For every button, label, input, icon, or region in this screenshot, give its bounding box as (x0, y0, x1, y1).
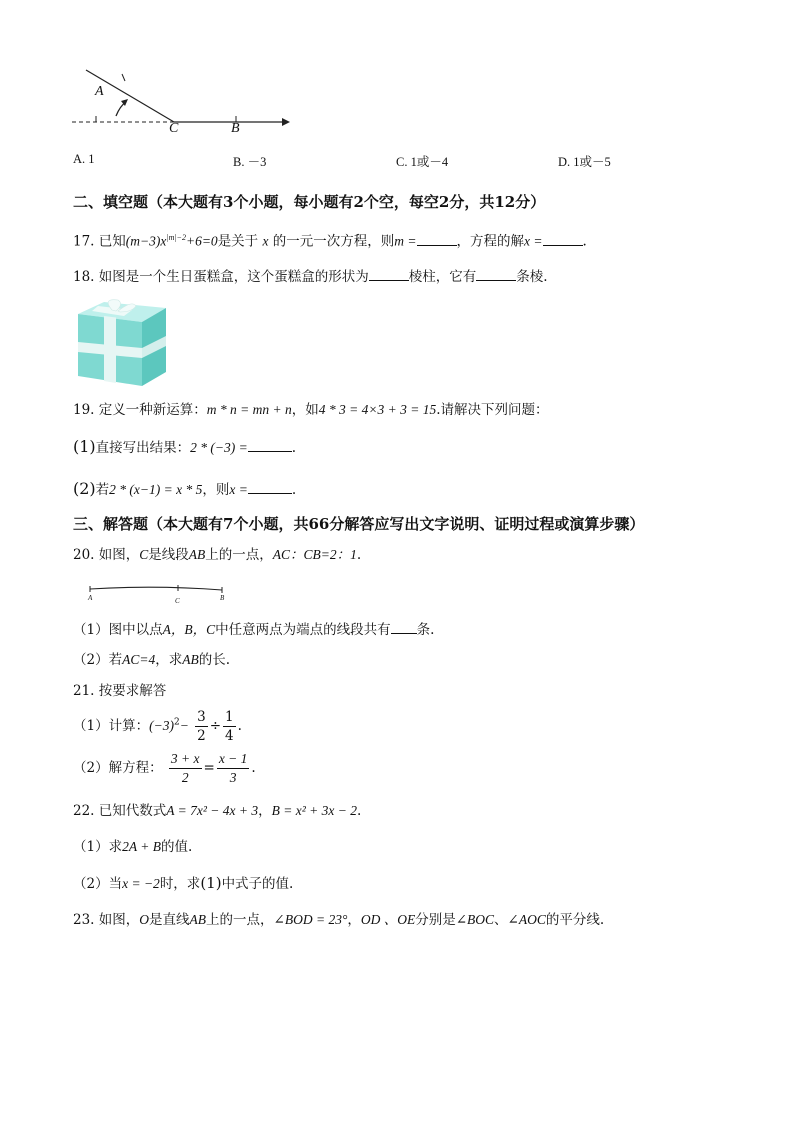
q20-1-text-3: 条 (416, 622, 431, 638)
question-21-part-2 (73, 750, 256, 787)
q17-expr: (m−3)x (125, 233, 167, 249)
q21-1-fraction-2 (223, 708, 236, 745)
q20-1-text-2: 中任意两点为端点的线段共有 (215, 622, 391, 638)
q22-2-text-2: 时，求 (159, 876, 201, 892)
q21-1-den-1: 2 (197, 728, 206, 744)
q21-2-index: （2） (73, 760, 109, 776)
q18-blank-edges[interactable] (476, 266, 516, 281)
segment-ab (90, 587, 222, 590)
q21-2-fraction-2 (217, 750, 250, 787)
q22-text: 已知代数式 (98, 803, 167, 819)
q23-angle-2: ∠AOC (507, 912, 546, 927)
gift-box-image (74, 296, 168, 388)
q21-1-fraction-1 (195, 708, 208, 745)
q20-1-index: （1） (73, 622, 109, 638)
question-22-part-1 (73, 838, 192, 856)
q17-number: 17. (73, 233, 95, 250)
question-21 (73, 682, 166, 700)
q22-number: 22. (73, 803, 95, 819)
q21-1-minus: − (179, 718, 189, 733)
q19-number: 19. (73, 402, 95, 418)
q18-text-3: 条棱 (516, 269, 544, 285)
q21-2-num-1: 3 + x (169, 750, 202, 769)
q20-segment-ab: AB (188, 547, 206, 562)
seg-label-c: C (175, 597, 180, 605)
q21-1-base: (−3) (149, 718, 174, 733)
q20-1-points: A，B，C (162, 622, 216, 637)
q22-2-text-3: 中式子的值. (221, 876, 294, 892)
q20-text-2: 是线段 (148, 547, 189, 563)
q21-2-den-2: 3 (229, 770, 237, 785)
q17-var: x (262, 233, 269, 249)
q17-end: . (582, 233, 587, 250)
q21-1-den-2: 4 (225, 728, 234, 744)
q20-number: 20. (73, 547, 95, 563)
q19-1-blank[interactable] (248, 437, 292, 452)
q22-1-index: （1） (73, 839, 109, 855)
q22-end: . (357, 803, 362, 819)
q21-1-index: （1） (73, 718, 109, 734)
q19-2-x-eq: x = (229, 482, 248, 497)
q21-2-den-1: 2 (181, 770, 189, 785)
q17-exponent: |m|−2 (166, 233, 186, 242)
q18-text-2: 棱柱，它有 (408, 269, 477, 285)
question-20-part-1 (73, 619, 434, 639)
arrowhead (282, 118, 290, 126)
segment-figure (86, 582, 231, 598)
q19-2-index: (2) (73, 479, 96, 498)
q19-definition: m * n = mn + n (206, 402, 292, 417)
section-3-title: 三、解答题（本大题有7个小题，共66分解答应写出文字说明、证明过程或演算步骤） (73, 515, 645, 533)
q19-text-1: 定义一种新运算： (98, 402, 207, 418)
q21-2-num-2: x − 1 (217, 750, 250, 769)
section-2-title: 二、填空题（本大题有3个小题，每小题有2个空，每空2分，共12分） (73, 193, 546, 211)
q20-point-c: C (139, 547, 149, 562)
q21-1-num-2: 1 (225, 709, 234, 725)
q23-text-2: 是直线 (149, 912, 190, 928)
q21-1-divide: ÷ (209, 718, 222, 734)
q20-end: . (356, 547, 362, 563)
q22-1-text-1: 求 (108, 839, 123, 855)
question-18 (73, 266, 548, 286)
option-b: B. －3 (233, 155, 267, 169)
q22-2-cond: x = −2 (122, 876, 160, 891)
option-c: C. 1或－4 (396, 155, 449, 169)
q21-1-end: . (237, 718, 242, 734)
q22-sep: ， (258, 803, 272, 819)
q20-text-1: 如图， (98, 547, 140, 563)
q17-text-1: 已知 (98, 233, 126, 250)
q19-text-3: .请解决下列问题： (436, 402, 549, 418)
seg-label-b: B (220, 594, 225, 602)
question-20 (73, 546, 361, 564)
question-22-part-2 (73, 874, 293, 893)
question-21-part-1 (73, 708, 242, 745)
q23-line-ab: AB (189, 912, 207, 927)
q23-text-6: 的平分线. (545, 912, 605, 928)
question-19-part-1 (73, 437, 296, 457)
q23-text-3: 上的一点， (206, 912, 274, 928)
q17-blank-m[interactable] (417, 231, 457, 246)
q17-x-eq: x = (524, 233, 543, 249)
question-19-part-2 (73, 479, 296, 499)
label-a: A (95, 84, 104, 99)
q20-1-end: . (430, 622, 435, 638)
question-20-part-2 (73, 651, 230, 669)
label-c: C (169, 121, 179, 136)
q23-point-o: O (139, 912, 150, 927)
q19-2-end: . (291, 482, 297, 498)
q21-text: 按要求解答 (98, 683, 167, 699)
question-19 (73, 401, 549, 419)
q23-sep: 、 (494, 912, 508, 928)
q19-2-text-1: 若 (95, 482, 110, 498)
q17-text-3: 的一元一次方程，则 (272, 233, 395, 250)
q23-text-1: 如图， (98, 912, 140, 928)
option-a: A. 1 (73, 152, 95, 166)
q21-1-num-1: 3 (197, 709, 206, 725)
q22-2-text-1: 当 (108, 876, 123, 892)
q20-2-text-1: 若 (108, 652, 123, 668)
q19-2-blank[interactable] (248, 479, 292, 494)
q20-2-index: （2） (73, 652, 109, 668)
q21-2-fraction-1 (169, 750, 202, 787)
q19-2-text-2: ，则 (202, 482, 230, 498)
q21-number: 21. (73, 683, 95, 699)
q20-2-text-2: ，求 (155, 652, 183, 668)
q21-2-equals: = (203, 760, 215, 776)
question-23 (73, 911, 604, 929)
q19-1-index: (1) (73, 437, 96, 456)
q22-2-ref: (1) (200, 874, 222, 892)
q17-expr-2: +6=0 (185, 233, 218, 249)
q20-text-3: 上的一点， (205, 547, 273, 563)
q17-blank-x[interactable] (543, 231, 583, 246)
option-d: D. 1或－5 (558, 155, 611, 169)
q23-text-5: 分别是 (415, 912, 456, 928)
q19-1-end: . (291, 440, 297, 456)
q17-text-4: ，方程的解 (456, 233, 525, 250)
q22-1-expr: 2A + B (122, 839, 161, 854)
q21-1-text: 计算： (108, 718, 150, 734)
q19-text-2: ，如 (291, 402, 319, 418)
q22-2-index: （2） (73, 876, 109, 892)
q19-1-expr: 2 * (−3) = (190, 440, 248, 455)
q22-expr-b: B = x² + 3x − 2 (271, 803, 358, 818)
q20-2-text-3: 的长. (198, 652, 231, 668)
q20-1-text-1: 图中以点 (108, 622, 163, 638)
tick-a (122, 74, 125, 81)
q21-1-exponent: 2 (173, 717, 180, 728)
q18-text-1: 如图是一个生日蛋糕盒，这个蛋糕盒的形状为 (98, 269, 369, 285)
q22-1-text-2: 的值. (160, 839, 193, 855)
q22-expr-a: A = 7x² − 4x + 3 (166, 803, 259, 818)
q19-1-text: 直接写出结果： (95, 440, 191, 456)
q17-m-eq: m = (394, 233, 417, 249)
question-17 (73, 229, 587, 251)
q23-angle-1: ∠BOC (455, 912, 495, 927)
q18-blank-prism[interactable] (369, 266, 409, 281)
q20-2-cond: AC=4 (122, 652, 156, 667)
q19-example: 4 * 3 = 4×3 + 3 = 15 (318, 402, 437, 417)
q21-2-end: . (251, 760, 256, 776)
q18-number: 18. (73, 269, 95, 285)
angle-figure (70, 64, 295, 140)
q18-end: . (543, 269, 548, 285)
q19-2-expr: 2 * (x−1) = x * 5 (109, 482, 203, 497)
seg-label-a: A (88, 594, 93, 602)
question-22 (73, 802, 361, 820)
label-b: B (231, 121, 240, 136)
q20-ratio: AC：CB=2：1 (272, 547, 357, 562)
q23-text-4: ， (347, 912, 361, 928)
q23-angle: ∠BOD = 23° (273, 912, 348, 927)
q17-text-2: 是关于 (217, 233, 259, 250)
q23-number: 23. (73, 912, 95, 928)
q21-2-text: 解方程： (108, 760, 163, 776)
q20-2-ab: AB (182, 652, 199, 667)
q23-rays: OD 、OE (360, 912, 416, 927)
q20-1-blank[interactable] (391, 619, 417, 634)
